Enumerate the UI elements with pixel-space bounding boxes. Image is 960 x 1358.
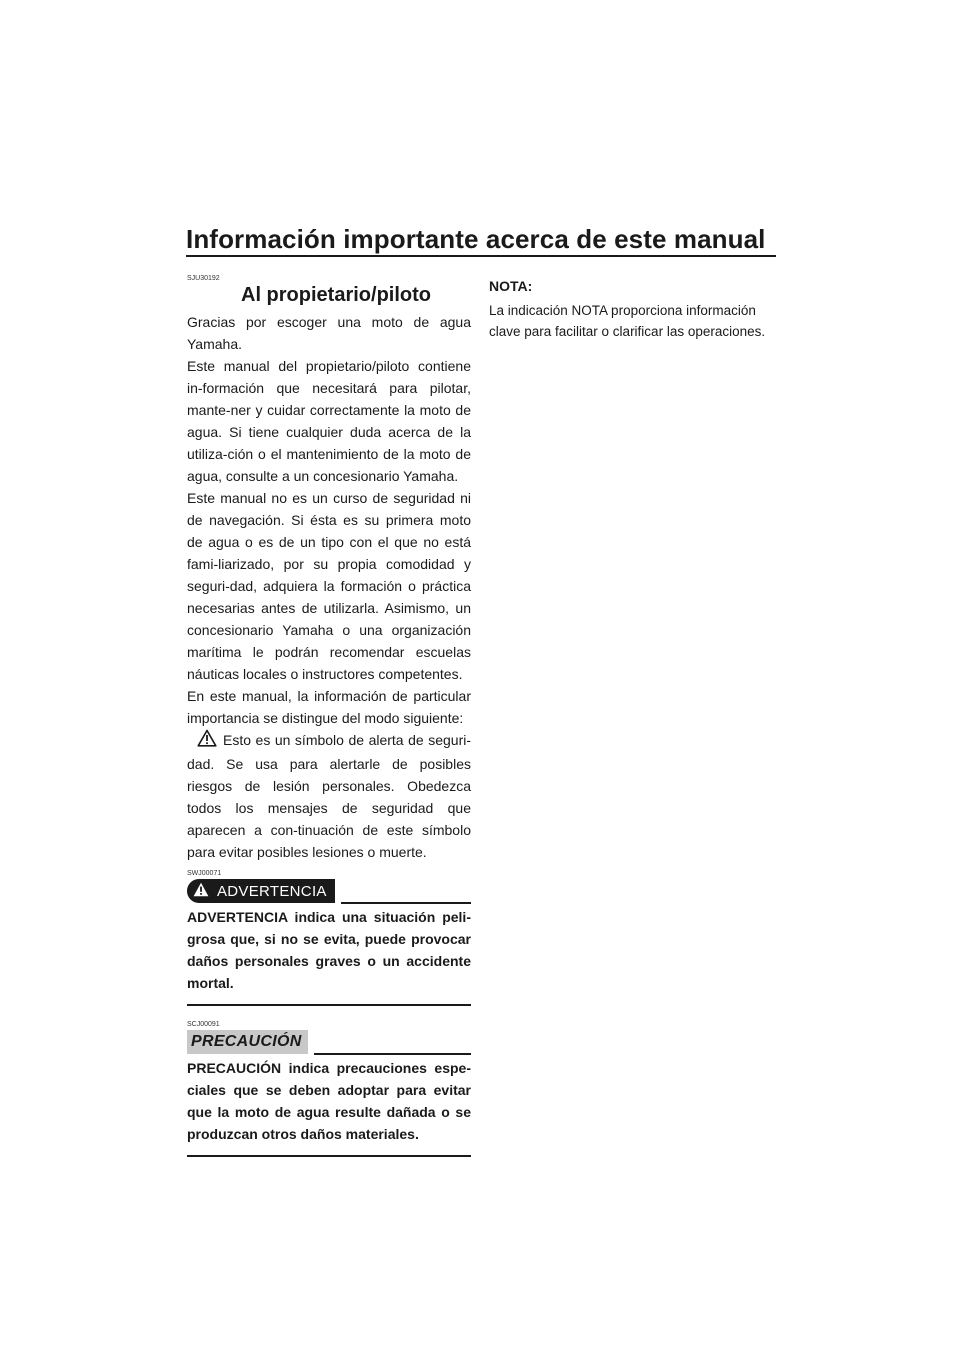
- note-text: La indicación NOTA proporciona información clave para facilitar o clarificar las operaciones.: [489, 303, 766, 339]
- caution-bottom-rule: [187, 1155, 471, 1157]
- page-title: Información importante acerca de este manual: [186, 224, 766, 254]
- warning-badge-icon: [193, 882, 209, 901]
- paragraph-thanks: Gracias por escoger una moto de agua Yamaha.: [187, 314, 471, 352]
- warning-header: [187, 878, 471, 904]
- alert-symbol-text: Esto es un símbolo de alerta de seguri-dad. Se usa para alertarle de posibles riesgos de lesión personales. Obedezca todos los mensajes de seguridad que aparecen a con-tinuación de este símbolo para evitar posibles lesiones o muerte.: [187, 732, 471, 860]
- caution-badge: PRECAUCIÓN: [187, 1030, 308, 1054]
- caution-header-rule: [314, 1053, 471, 1055]
- paragraph-importance: En este manual, la información de particular importancia se distingue del modo siguiente:: [187, 688, 471, 726]
- warning-bottom-rule: [187, 1004, 471, 1006]
- caution-header: [187, 1029, 471, 1055]
- section-title: Al propietario/piloto: [241, 284, 431, 306]
- left-column: [187, 274, 471, 1157]
- warning-box: [187, 869, 471, 1006]
- caution-box: [187, 1020, 471, 1157]
- warning-code: SWJ00071: [187, 870, 222, 877]
- note-title: NOTA:: [489, 278, 533, 294]
- title-rule: [186, 255, 776, 257]
- warning-label: ADVERTENCIA: [217, 882, 327, 900]
- warning-header-rule: [341, 902, 471, 904]
- warning-triangle-icon: [197, 729, 217, 753]
- paragraph-alert-symbol: [187, 729, 471, 863]
- caution-code: SCJ00091: [187, 1021, 220, 1028]
- paragraph-manual-content: Este manual del propietario/piloto contiene in-formación que necesitará para pilotar, mante-ner y cuidar correctamente la moto de agua. Si tiene cualquier duda acerca de la utiliza-ción o el mantenimiento de la moto de agua, consulte a un concesionario Yamaha.: [187, 358, 471, 484]
- warning-text: ADVERTENCIA indica una situación peli-grosa que, si no se evita, puede provocar daños personales graves o un accidente mortal.: [187, 909, 471, 991]
- paragraph-safety-course: Este manual no es un curso de seguridad ni de navegación. Si ésta es su primera moto de agua o es de un tipo con el que no está fami-liarizado, por su propia comodidad y seguri-dad, adquiera la formación o práctica necesarias antes de utilizarla. Asimismo, un concesionario Yamaha o una organización marítima le podrán recomendar escuelas náuticas locales o instructores competentes.: [187, 490, 471, 682]
- right-column: [489, 276, 775, 342]
- section-code: SJU30192: [187, 275, 220, 282]
- caution-text: PRECAUCIÓN indica precauciones espe-ciales que se deben adoptar para evitar que la moto de agua resulte dañada o se produzcan otros daños materiales.: [187, 1060, 471, 1142]
- warning-badge: [187, 879, 335, 903]
